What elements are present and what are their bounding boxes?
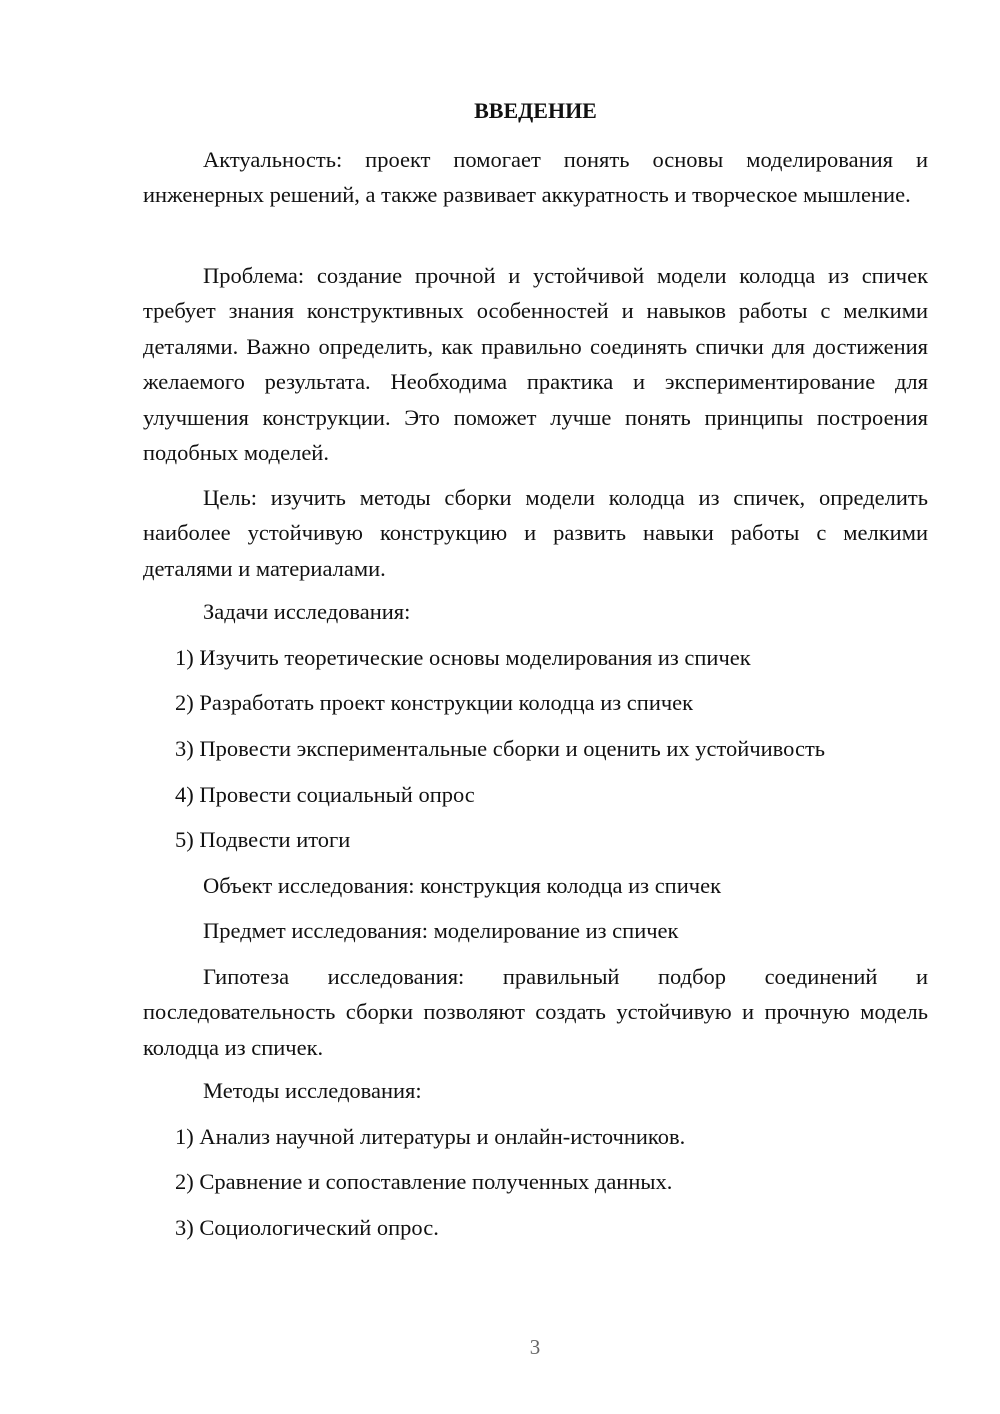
task-item: 3) Провести экспериментальные сборки и оценить их устойчивость (175, 736, 826, 761)
method-item: 3) Социологический опрос. (175, 1215, 439, 1240)
research-object: Объект исследования: конструкция колодца из спичек (203, 873, 721, 898)
page-number: 3 (529, 1335, 541, 1359)
paragraph-relevance: Актуальность: проект помогает понять основы моделирования и инженерных решений, а также развивает аккуратность и творческое мышление. (143, 147, 928, 208)
research-subject: Предмет исследования: моделирование из спичек (203, 918, 679, 943)
task-item: 5) Подвести итоги (175, 827, 351, 852)
paragraph-goal: Цель: изучить методы сборки модели колодца из спичек, определить наиболее устойчивую конструкцию и развить навыки работы с мелкими деталями и материалами. (143, 485, 928, 581)
task-item: 1) Изучить теоретические основы моделирования из спичек (175, 645, 751, 670)
method-item: 2) Сравнение и сопоставление полученных данных. (175, 1169, 673, 1194)
task-item: 4) Провести социальный опрос (175, 782, 475, 807)
method-item: 1) Анализ научной литературы и онлайн-источников. (175, 1124, 686, 1149)
paragraph-hypothesis: Гипотеза исследования: правильный подбор соединений и последовательность сборки позволяют создать устойчивую и прочную модель колодца из спичек. (143, 964, 928, 1060)
task-item: 2) Разработать проект конструкции колодца из спичек (175, 690, 694, 715)
methods-heading: Методы исследования: (203, 1078, 422, 1103)
paragraph-problem: Проблема: создание прочной и устойчивой модели колодца из спичек требует знания конструктивных особенностей и навыков работы с мелкими деталями. Важно определить, как правильно соединять спички для достижения желаемого результата. Необходима практика и экспериментирование для улучшения конструкции. Это поможет лучше понять принципы построения подобных моделей. (143, 263, 928, 466)
tasks-heading: Задачи исследования: (203, 599, 411, 624)
page-title: ВВЕДЕНИЕ (474, 98, 597, 123)
